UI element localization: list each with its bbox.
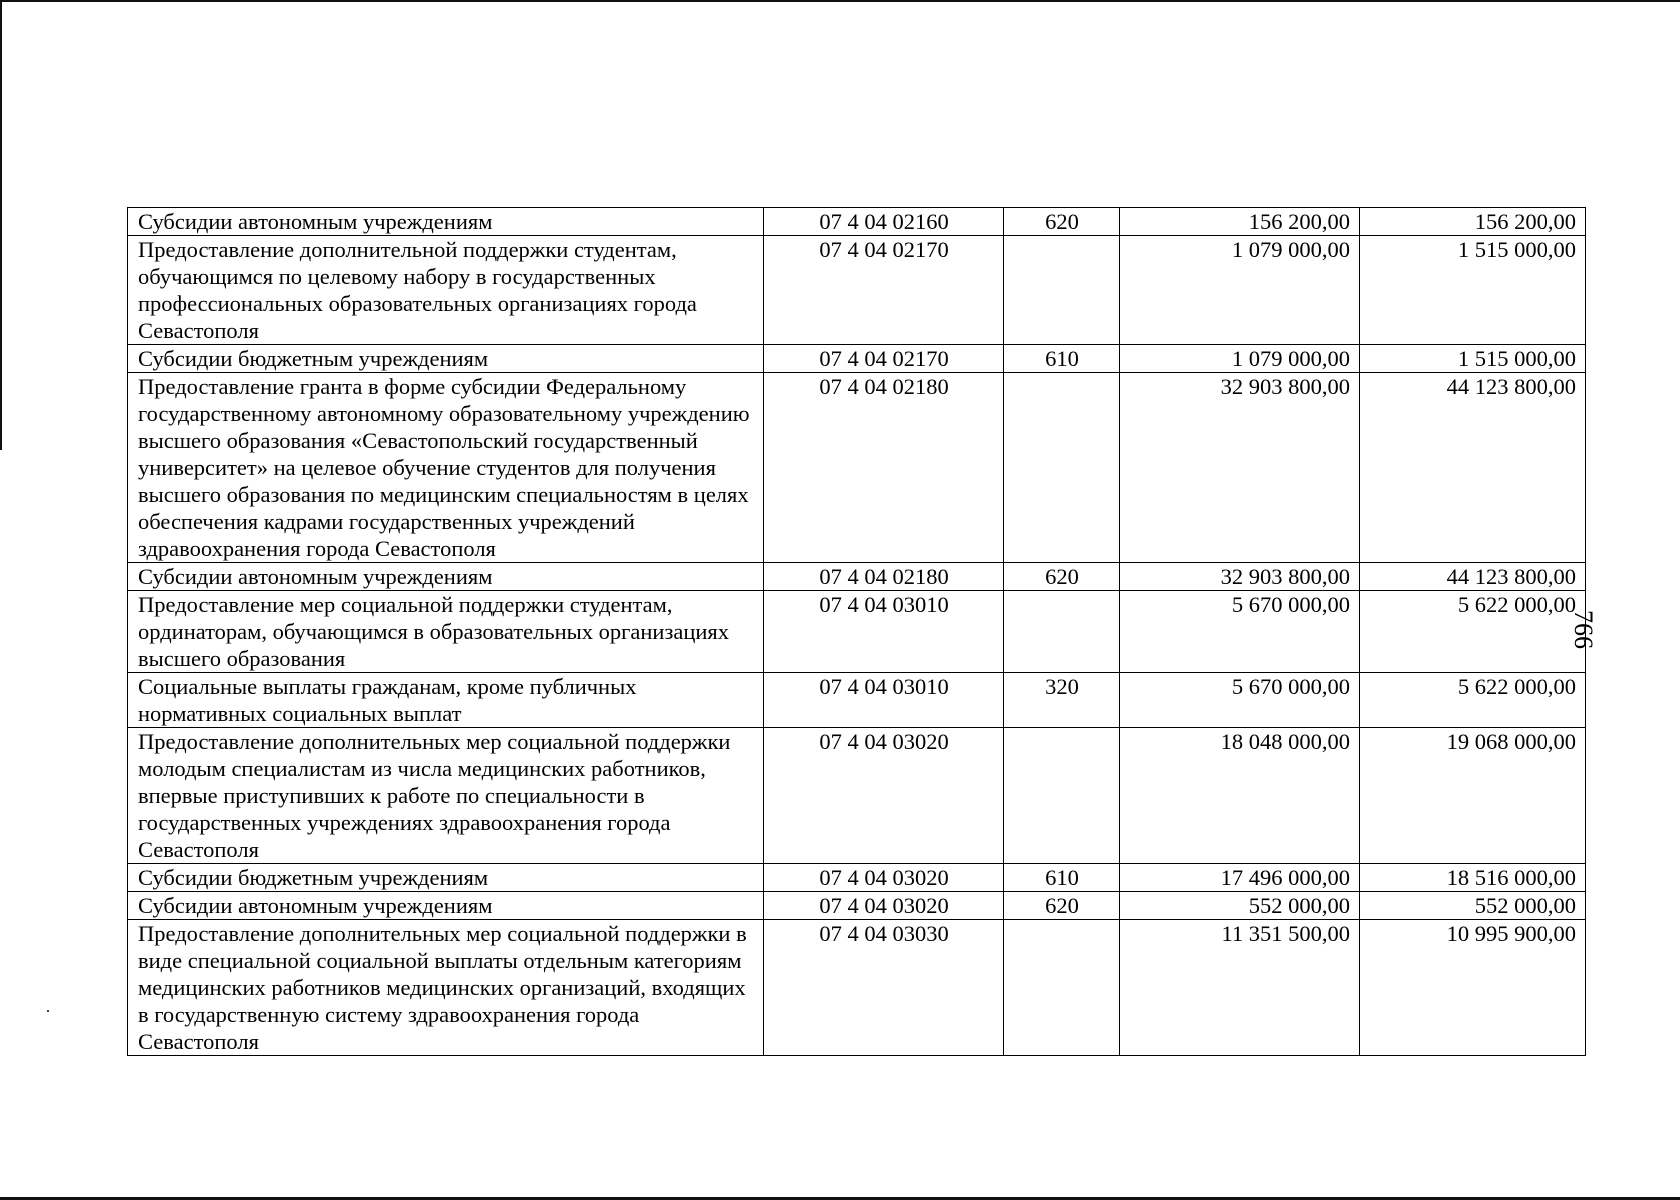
expense-name-cell: Субсидии автономным учреждениям — [128, 892, 764, 920]
table-row — [128, 345, 1586, 373]
target-code-cell: 07 4 04 03020 — [764, 892, 1004, 920]
scan-speck — [47, 1010, 49, 1012]
target-code-cell: 07 4 04 02170 — [764, 345, 1004, 373]
amount-second-cell: 44 123 800,00 — [1360, 373, 1586, 563]
expense-kind-cell — [1004, 373, 1120, 563]
amount-first-cell: 32 903 800,00 — [1120, 563, 1360, 591]
expense-kind-cell — [1004, 920, 1120, 1056]
table-row — [128, 728, 1586, 864]
amount-first-cell: 5 670 000,00 — [1120, 673, 1360, 728]
scan-edge-left — [0, 0, 2, 450]
amount-first-cell: 11 351 500,00 — [1120, 920, 1360, 1056]
expense-name-cell: Субсидии автономным учреждениям — [128, 563, 764, 591]
expense-kind-cell: 620 — [1004, 208, 1120, 236]
amount-first-cell: 5 670 000,00 — [1120, 591, 1360, 673]
expense-kind-cell: 320 — [1004, 673, 1120, 728]
expense-name-cell: Предоставление мер социальной поддержки студентам, ординаторам, обучающимся в образовательных организациях высшего образования — [128, 591, 764, 673]
expense-name-cell: Предоставление дополнительной поддержки студентам, обучающимся по целевому набору в государственных профессиональных образовательных организациях города Севастополя — [128, 236, 764, 345]
table-row — [128, 591, 1586, 673]
table-row — [128, 920, 1586, 1056]
target-code-cell: 07 4 04 03020 — [764, 728, 1004, 864]
target-code-cell: 07 4 04 02170 — [764, 236, 1004, 345]
amount-second-cell: 1 515 000,00 — [1360, 345, 1586, 373]
target-code-cell: 07 4 04 03020 — [764, 864, 1004, 892]
target-code-cell: 07 4 04 02180 — [764, 373, 1004, 563]
amount-first-cell: 552 000,00 — [1120, 892, 1360, 920]
expense-name-cell: Предоставление дополнительных мер социальной поддержки в виде специальной социальной выплаты отдельным категориям медицинских работников медицинских организаций, входящих в государственную систему здравоохранения города Севастополя — [128, 920, 764, 1056]
target-code-cell: 07 4 04 02180 — [764, 563, 1004, 591]
budget-table — [127, 207, 1586, 1056]
expense-name-cell: Субсидии бюджетным учреждениям — [128, 864, 764, 892]
expense-name-cell: Субсидии автономным учреждениям — [128, 208, 764, 236]
amount-second-cell: 10 995 900,00 — [1360, 920, 1586, 1056]
page-number: 766 — [1569, 610, 1598, 649]
expense-kind-cell: 610 — [1004, 864, 1120, 892]
expense-kind-cell: 610 — [1004, 345, 1120, 373]
table-row — [128, 892, 1586, 920]
amount-second-cell: 1 515 000,00 — [1360, 236, 1586, 345]
expense-name-cell: Предоставление гранта в форме субсидии Федеральному государственному автономному образовательному учреждению высшего образования «Севастопольский государственный университет» на целевое обучение студентов для получения высшего образования по медицинским специальностям в целях обеспечения кадрами государственных учреждений здравоохранения города Севастополя — [128, 373, 764, 563]
scan-edge-top — [0, 0, 1680, 2]
amount-second-cell: 552 000,00 — [1360, 892, 1586, 920]
amount-second-cell: 156 200,00 — [1360, 208, 1586, 236]
amount-second-cell: 19 068 000,00 — [1360, 728, 1586, 864]
expense-name-cell: Социальные выплаты гражданам, кроме публичных нормативных социальных выплат — [128, 673, 764, 728]
table-row — [128, 864, 1586, 892]
expense-name-cell: Предоставление дополнительных мер социальной поддержки молодым специалистам из числа медицинских работников, впервые приступивших к работе по специальности в государственных учреждениях здравоохранения города Севастополя — [128, 728, 764, 864]
expense-kind-cell: 620 — [1004, 892, 1120, 920]
amount-second-cell: 18 516 000,00 — [1360, 864, 1586, 892]
amount-first-cell: 17 496 000,00 — [1120, 864, 1360, 892]
table-row — [128, 673, 1586, 728]
table-row — [128, 563, 1586, 591]
table-row — [128, 208, 1586, 236]
expense-kind-cell — [1004, 236, 1120, 345]
expense-name-cell: Субсидии бюджетным учреждениям — [128, 345, 764, 373]
target-code-cell: 07 4 04 03030 — [764, 920, 1004, 1056]
target-code-cell: 07 4 04 02160 — [764, 208, 1004, 236]
expense-kind-cell — [1004, 591, 1120, 673]
amount-second-cell: 44 123 800,00 — [1360, 563, 1586, 591]
table-row — [128, 236, 1586, 345]
amount-first-cell: 156 200,00 — [1120, 208, 1360, 236]
target-code-cell: 07 4 04 03010 — [764, 673, 1004, 728]
amount-first-cell: 32 903 800,00 — [1120, 373, 1360, 563]
target-code-cell: 07 4 04 03010 — [764, 591, 1004, 673]
amount-second-cell: 5 622 000,00 — [1360, 673, 1586, 728]
amount-first-cell: 1 079 000,00 — [1120, 236, 1360, 345]
amount-first-cell: 1 079 000,00 — [1120, 345, 1360, 373]
expense-kind-cell — [1004, 728, 1120, 864]
amount-second-cell: 5 622 000,00 — [1360, 591, 1586, 673]
table-row — [128, 373, 1586, 563]
amount-first-cell: 18 048 000,00 — [1120, 728, 1360, 864]
expense-kind-cell: 620 — [1004, 563, 1120, 591]
